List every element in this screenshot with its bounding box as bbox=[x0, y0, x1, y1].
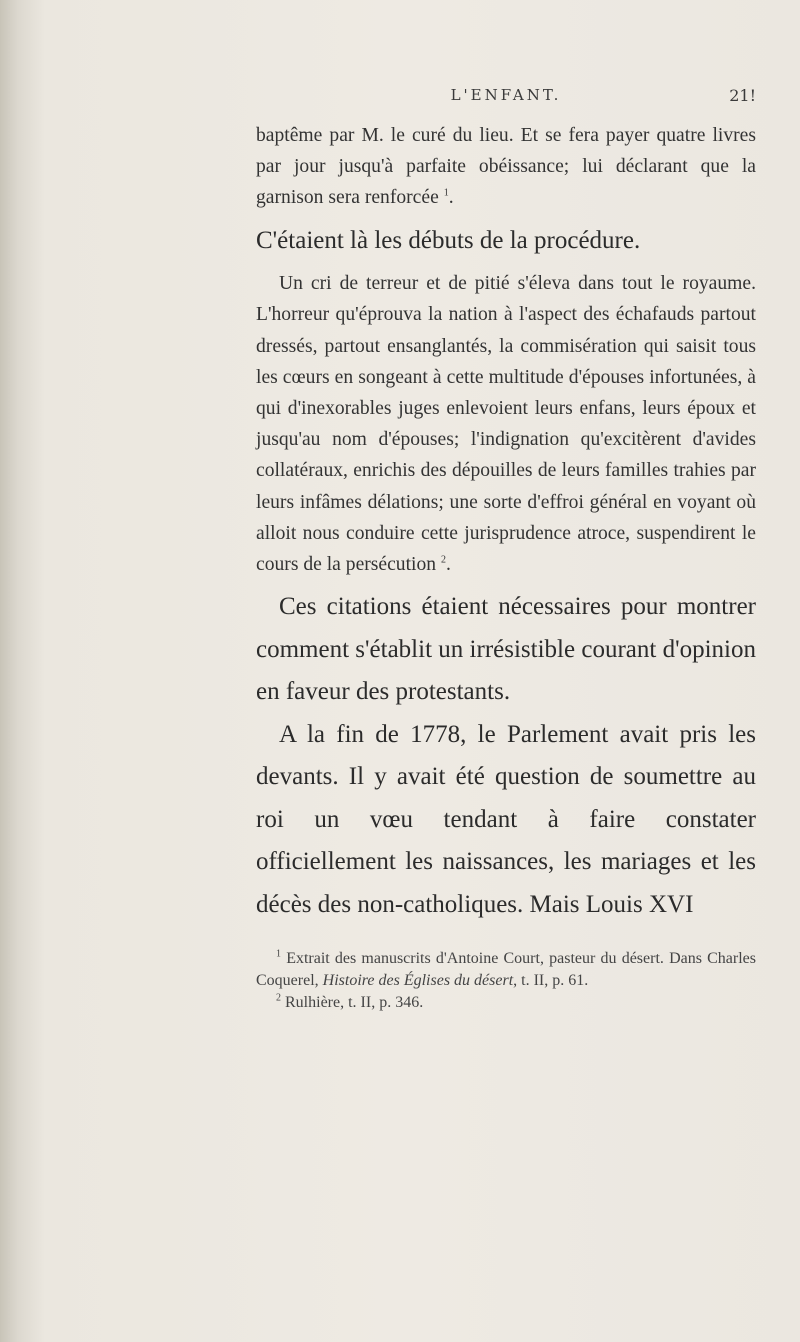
quote-1-end: . bbox=[448, 187, 454, 209]
running-title: L'ENFANT. bbox=[450, 86, 562, 104]
footnote-1-tail: , t. II, p. 61. bbox=[513, 972, 589, 990]
footnote-ref-2[interactable]: 2 bbox=[441, 554, 446, 566]
paragraph-debut: C'étaient là les débuts de la procédure. bbox=[256, 226, 641, 254]
quote-block-2 bbox=[256, 268, 756, 580]
quote-2-text: Un cri de terreur et de pitié s'éleva dans tout le royaume. L'horreur qu'éprouva la nation à l'aspect des échafauds partout dressés, partout ensanglantés, la commisération qui saisit tous les cœurs en songeant à cette multitude d'épouses infortunées, à qui d'inexorables juges enlevoient leurs enfans, leurs époux et jusqu'au nom d'épouses; l'indignation qu'excitèrent d'avides collatéraux, enrichis des dépouilles de leurs familles trahies par leurs infâmes délations; une sorte d'effroi général en voyant où alloit nous conduire cette jurisprudence atroce, suspendirent le cours de la persécution bbox=[256, 273, 756, 575]
quote-2-end: . bbox=[446, 553, 451, 575]
footnote-2-text: Rulhière, t. II, p. 346. bbox=[285, 994, 424, 1012]
paragraph-parlement: A la fin de 1778, le Parlement avait pris les devants. Il y avait été question de soumettre au roi un vœu tendant à faire constater officiellement les naissances, les mariages et les décès des non-catholiques. Mais Louis XVI bbox=[256, 720, 756, 918]
footnote-1 bbox=[256, 948, 756, 992]
paragraph-citations: Ces citations étaient nécessaires pour montrer comment s'établit un irrésistible courant d'opinion en faveur des protestants. bbox=[256, 593, 756, 706]
footnote-1-text: Extrait des manuscrits d'Antoine Court, pasteur du désert. Dans Charles Coquerel, bbox=[256, 950, 757, 990]
text-block bbox=[256, 86, 756, 1014]
footnotes bbox=[256, 948, 756, 1014]
footnote-number-1: 1 bbox=[276, 948, 281, 960]
footnote-1-title: Histoire des Églises du désert bbox=[322, 972, 514, 990]
page-number: 21! bbox=[729, 86, 756, 105]
quote-1-text: baptême par M. le curé du lieu. Et se fera payer quatre livres par jour jusqu'à parfaite obéissance; lui déclarant que la garnison sera renforcée bbox=[256, 125, 756, 209]
page-header bbox=[256, 86, 756, 110]
quote-block-1 bbox=[256, 120, 756, 214]
footnote-2 bbox=[256, 992, 756, 1014]
footnote-ref-1[interactable]: 1 bbox=[443, 187, 449, 199]
footnote-number-2: 2 bbox=[276, 992, 281, 1004]
